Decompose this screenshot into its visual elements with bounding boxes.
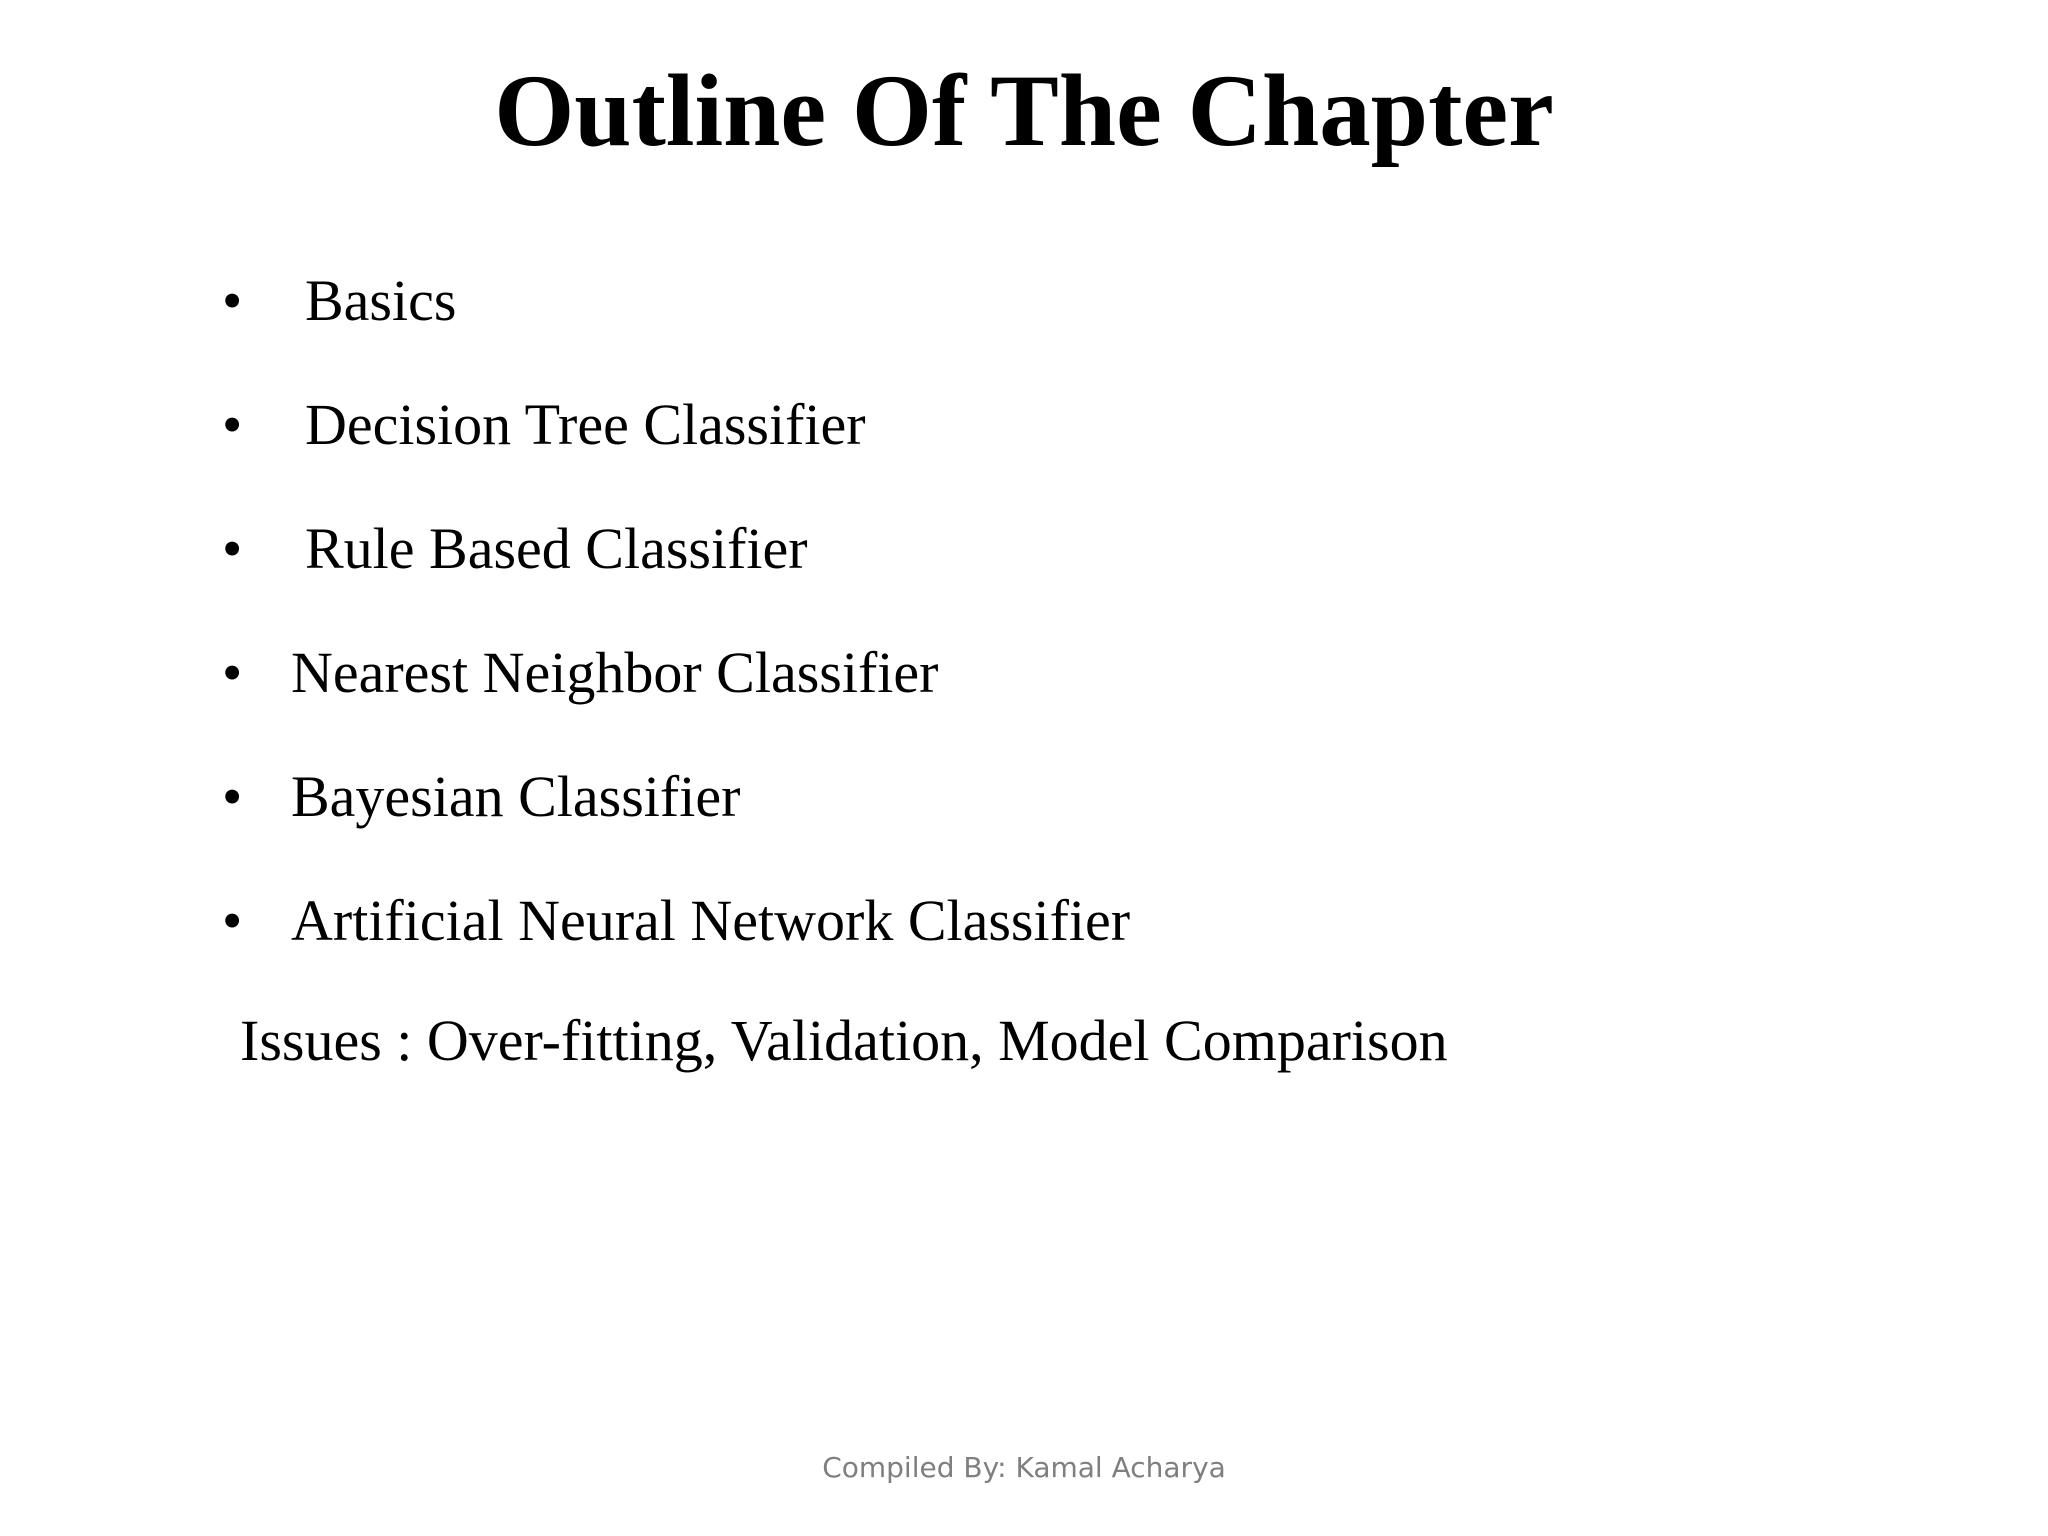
issues-line: Issues : Over-fitting, Validation, Model Comparison [240, 1008, 1448, 1073]
bullet-text: Nearest Neighbor Classifier [291, 640, 939, 705]
bullet-marker: • [222, 516, 243, 581]
bullet-marker: • [222, 392, 243, 457]
bullet-text: Basics [305, 268, 457, 333]
bullet-text: Artificial Neural Network Classifier [291, 888, 1131, 953]
footer-credit: Compiled By: Kamal Acharya [822, 1451, 1226, 1484]
bullet-marker: • [222, 640, 243, 705]
bullet-text: Rule Based Classifier [305, 516, 808, 581]
bullet-text: Decision Tree Classifier [305, 392, 866, 457]
bullet-marker: • [222, 888, 243, 953]
bullet-marker: • [222, 268, 243, 333]
slide-title: Outline Of The Chapter [494, 54, 1554, 168]
bullet-text: Bayesian Classifier [291, 764, 741, 829]
bullet-marker: • [222, 764, 243, 829]
